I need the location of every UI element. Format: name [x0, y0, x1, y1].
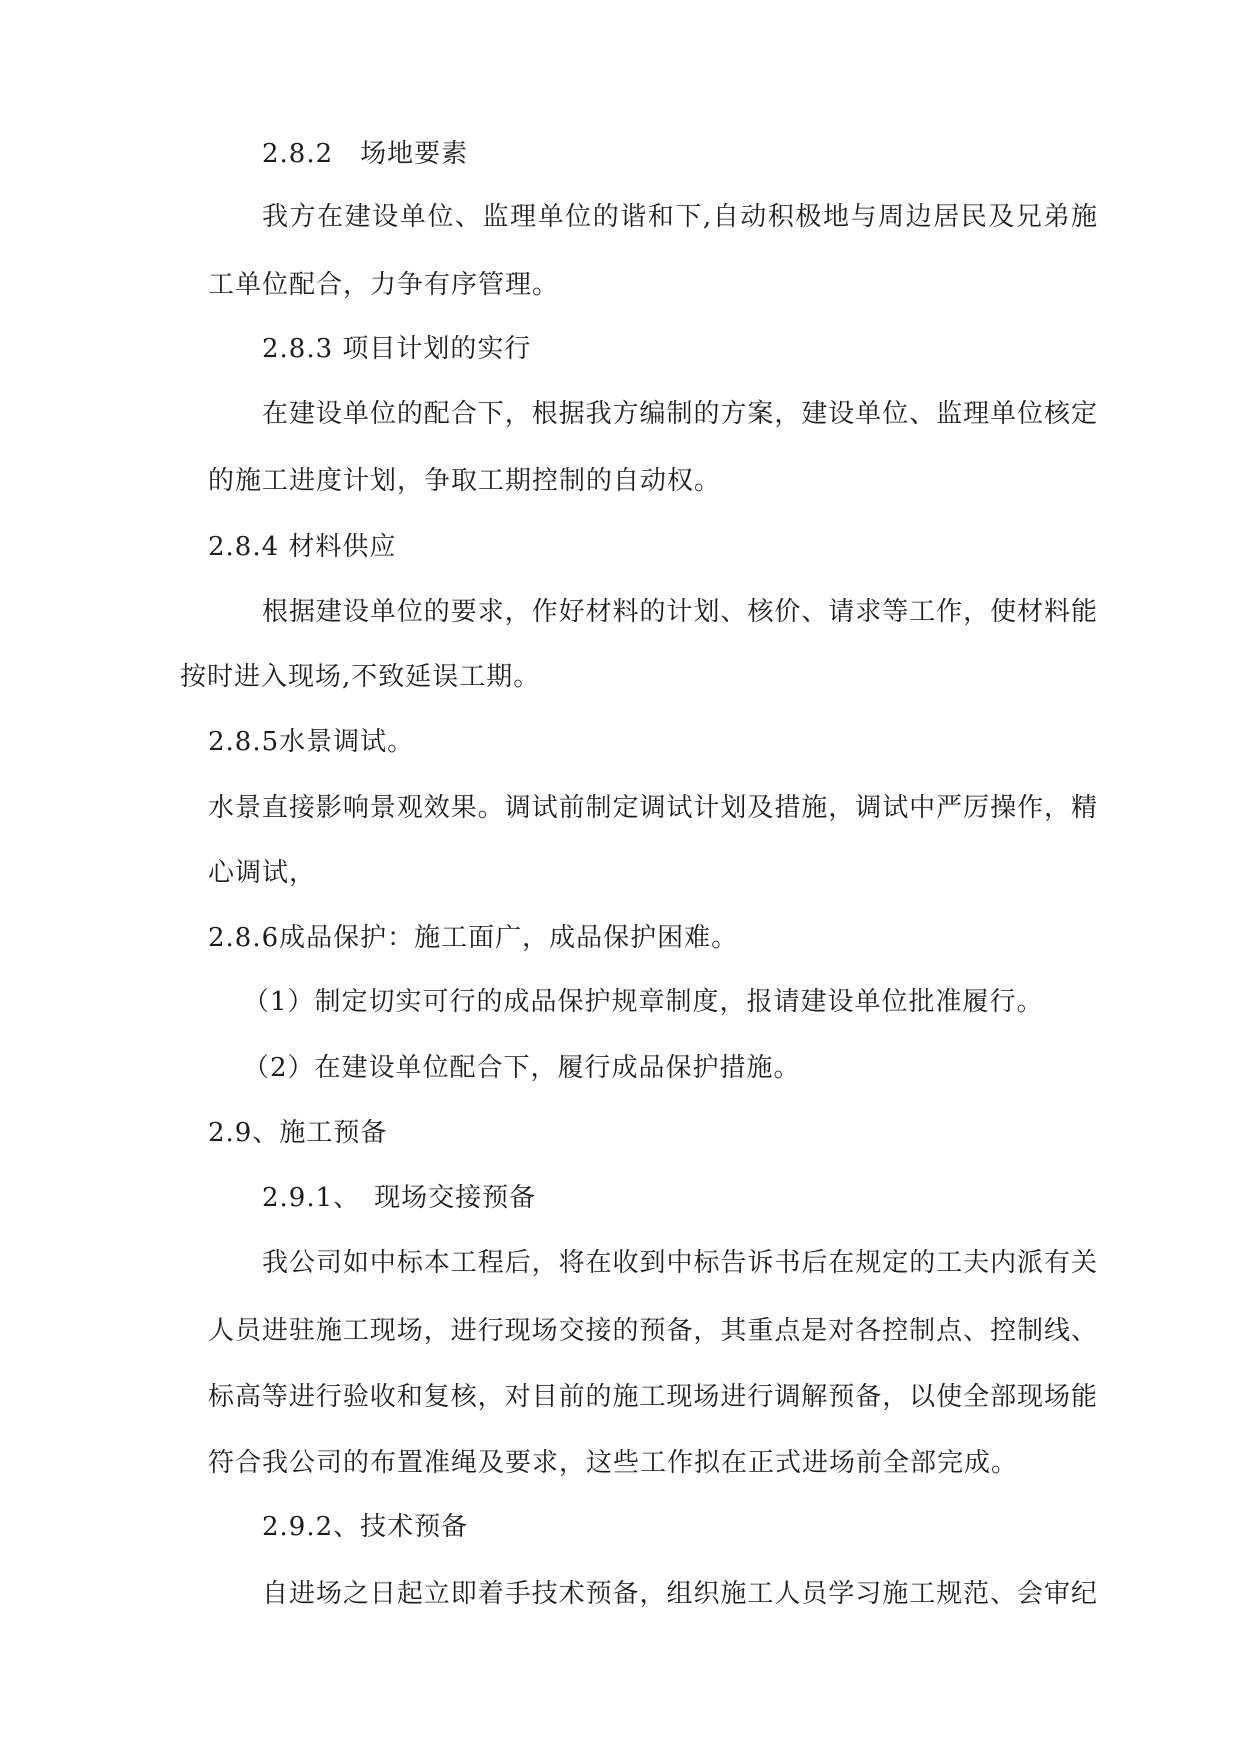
section-heading-2-8-2: 2.8.2 场地要素: [262, 139, 469, 169]
list-item: （2）在建设单位配合下，履行成品保护措施。: [243, 1053, 801, 1083]
section-heading-2-8-4: 2.8.4 材料供应: [208, 532, 397, 562]
paragraph-line: 心调试，: [208, 858, 317, 888]
paragraph-line: 我公司如中标本工程后，将在收到中标告诉书后在规定的工夫内派有关: [262, 1248, 1097, 1278]
section-heading-2-8-5: 2.8.5水景调试。: [208, 727, 415, 757]
paragraph-line: 我方在建设单位、监理单位的谐和下,自动积极地与周边居民及兄弟施: [262, 202, 1097, 232]
paragraph-line: 根据建设单位的要求，作好材料的计划、核价、请求等工作，使材料能: [262, 597, 1097, 627]
paragraph-line: 人员进驻施工现场，进行现场交接的预备，其重点是对各控制点、控制线、: [208, 1316, 1097, 1346]
section-heading-2-9-1: 2.9.1、 现场交接预备: [262, 1183, 537, 1213]
section-heading-2-9-2: 2.9.2、技术预备: [262, 1512, 469, 1542]
paragraph-line: 标高等进行验收和复核，对目前的施工现场进行调解预备，以使全部现场能: [208, 1382, 1097, 1412]
paragraph-line: 在建设单位的配合下，根据我方编制的方案，建设单位、监理单位核定: [262, 399, 1097, 429]
paragraph-line: 自进场之日起立即着手技术预备，组织施工人员学习施工规范、会审纪: [262, 1579, 1097, 1609]
section-heading-2-8-3: 2.8.3 项目计划的实行: [262, 334, 532, 364]
paragraph-line: 的施工进度计划，争取工期控制的自动权。: [208, 466, 722, 496]
list-item: （1）制定切实可行的成品保护规章制度，报请建设单位批准履行。: [243, 987, 1044, 1017]
paragraph-line: 水景直接影响景观效果。调试前制定调试计划及措施，调试中严厉操作，精: [208, 793, 1097, 823]
paragraph-line: 工单位配合，力争有序管理。: [208, 270, 560, 300]
section-heading-2-8-6: 2.8.6成品保护：施工面广，成品保护困难。: [208, 923, 739, 953]
paragraph-line: 符合我公司的布置准绳及要求，这些工作拟在正式进场前全部完成。: [208, 1448, 1019, 1478]
paragraph-line: 按时进入现场,不致延误工期。: [180, 662, 541, 692]
section-heading-2-9: 2.9、施工预备: [208, 1118, 388, 1148]
